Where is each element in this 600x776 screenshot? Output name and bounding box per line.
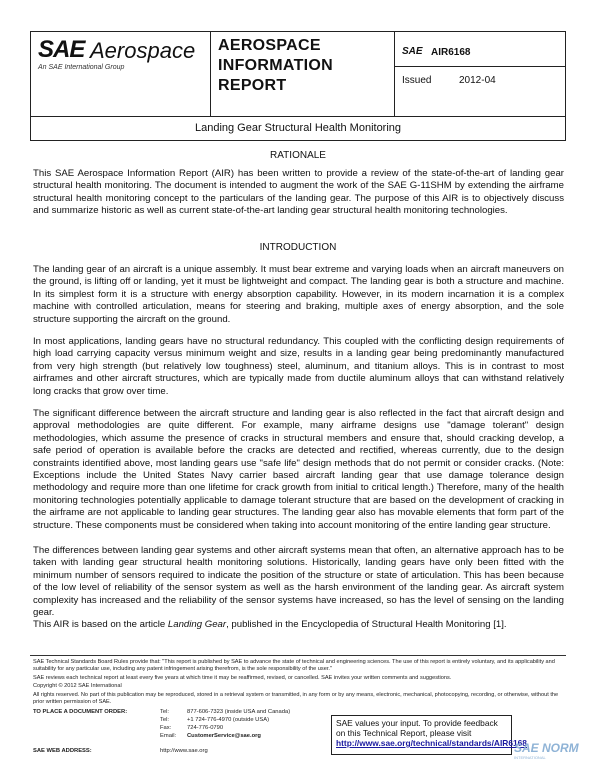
tel-value: +1 724-776-4970 (outside USA) — [187, 717, 270, 723]
feedback-text: on this Technical Report, please visit — [336, 728, 472, 738]
report-type — [218, 36, 333, 96]
sae-norm-watermark-sub: INTERNATIONAL — [514, 755, 546, 760]
web-link[interactable]: http://www.sae.org — [160, 748, 208, 754]
email-label: Email: — [160, 733, 177, 739]
text-run: This AIR is based on the article — [33, 619, 168, 630]
header-divider — [394, 66, 566, 67]
footer-notice: SAE reviews each technical report at least every five years at which time it may be reaffirmed, revised, or cancelled. SAE invites your written comments and suggestions. — [33, 675, 452, 681]
feedback-link[interactable]: http://www.sae.org/technical/standards/AIR6168 — [336, 738, 527, 748]
logo-subtitle: An SAE International Group — [38, 64, 125, 71]
feedback-text: SAE values your input. To provide feedback — [336, 718, 498, 728]
introduction-paragraph — [33, 619, 564, 631]
introduction-paragraph: The significant difference between the aircraft structure and landing gear is also reflected in the fact that aircraft design and approval methodologies are quite different. For example, many airframe designs use "damage tolerant" design methodologies, which assume the presence of cracks in structural members and ensure that, should cracking develop, a safe period of operation is available before the cracks are detected and rectified, whereas currently, due to the design constraints identified above, most landing gears use "safe life" design methods that do not permit or consider cracks. (Note: Exceptions include the United States Navy carrier based aircraft landing gear that use damage tolerance design methodology and require more than one lifetime for crack growth from initial to critical length.) Therefore, many of the health monitoring technologies potentially applicable to damage tolerant structure that are based on the development of cracking in the airframe are not applicable to landing gear structures. The landing gear also has movable elements that form part of the structure. These components must be considered when taking into account monitoring of the entire landing gear structure. — [33, 408, 564, 531]
fax-value: 724-776-0790 — [187, 725, 224, 731]
text-run: , published in the Encyclopedia of Structural Health Monitoring [1]. — [226, 619, 507, 630]
rights-notice: All rights reserved. No part of this publication may be reproduced, stored in a retrieval system or transmitted, in any form or by any means, electronic, mechanical, photocopying, recording, or otherwise, without the prior written permission of SAE. — [33, 692, 559, 706]
rationale-heading: RATIONALE — [270, 150, 326, 161]
introduction-paragraph: The landing gear of an aircraft is a unique assembly. It must bear extreme and varying loads when an aircraft maneuvers on the ground, is lifting off or landing, yet it must be lightweight and compact. The landing gear is both a structure and machine. In its simplest form it is a structure with energy absorption capability. However, in its modern incarnation it is a complex machine with controlled articulation, means for steering and braking, multiple axes of energy absorption, and the sole structure supporting the aircraft on the ground. — [33, 264, 564, 325]
document-title: Landing Gear Structural Health Monitoring — [30, 116, 566, 141]
tel-label: Tel: — [160, 709, 170, 715]
sae-logo: SAE — [38, 36, 85, 63]
article-title: Landing Gear — [167, 619, 227, 630]
introduction-paragraph: The differences between landing gear systems and other aircraft systems mean that often, an alternative approach has to be taken with landing gear structural health monitoring solutions. Historically, landing gears have only been fitted with the minimum number of sensors required to indicate the position of the structure or state of articulation. This has been because of the low level of reliability of the sensor system as well as the harsh environment of the landing gear. As aircraft system complexity has increased and the reliability of the sensor systems have increased, so has the level of sensing on the landing gear. — [33, 545, 564, 619]
report-type-line: INFORMATION — [218, 57, 333, 74]
tel-value: 877-606-7323 (inside USA and Canada) — [187, 709, 291, 715]
order-label: TO PLACE A DOCUMENT ORDER: — [33, 709, 128, 715]
copyright: Copyright © 2012 SAE International — [33, 683, 122, 689]
issued-date: 2012-04 — [459, 75, 496, 86]
rationale-paragraph: This SAE Aerospace Information Report (AIR) has been written to provide a review of the state-of-the-art of landing gear structural health monitoring. The document is intended to augment the work of the SAE G-11SHM by extending the airframe structural health monitoring concept to the particulars of the landing gear. The purpose of this AIR is to objectively discuss and summarize historic as well as current state-of-the-art landing gear structural health monitoring technologies. — [33, 168, 564, 217]
introduction-paragraph: In most applications, landing gears have no structural redundancy. This coupled with the conflicting design requirements of high load carrying capacity versus minimum weight and size, results in a landing gear being predominantly manufactured from very high strength (but relatively low toughness) steel, aluminum, and titanium alloys. This is in contrast to most airframes and other aircraft structures, which are typically made from ductile aluminum alloys that can withstand relatively long cracks that grow over time. — [33, 336, 564, 397]
footer-rule — [30, 655, 566, 656]
email-link[interactable]: CustomerService@sae.org — [187, 733, 261, 739]
header-divider — [210, 31, 211, 117]
report-type-line: REPORT — [218, 77, 287, 94]
tel-label: Tel: — [160, 717, 170, 723]
report-type-line: AEROSPACE — [218, 37, 321, 54]
web-label: SAE WEB ADDRESS: — [33, 748, 92, 754]
sae-norm-watermark: SAE NORM — [514, 741, 579, 755]
document-number: AIR6168 — [431, 47, 471, 58]
aerospace-logo: Aerospace — [90, 38, 196, 63]
header-divider — [394, 31, 395, 117]
introduction-heading: INTRODUCTION — [259, 242, 337, 253]
feedback-box — [331, 715, 527, 755]
fax-label: Fax: — [160, 725, 172, 731]
footer-notice: SAE Technical Standards Board Rules provide that: "This report is published by SAE to advance the state of technical and engineering sciences. The use of this report is entirely voluntary, and its applicability and suitability for any particular use, including any patent infringement arising therefrom, is the sole responsibility of the user." — [33, 659, 555, 673]
sae-mark: SAE — [402, 46, 423, 57]
issued-label: Issued — [402, 75, 432, 86]
